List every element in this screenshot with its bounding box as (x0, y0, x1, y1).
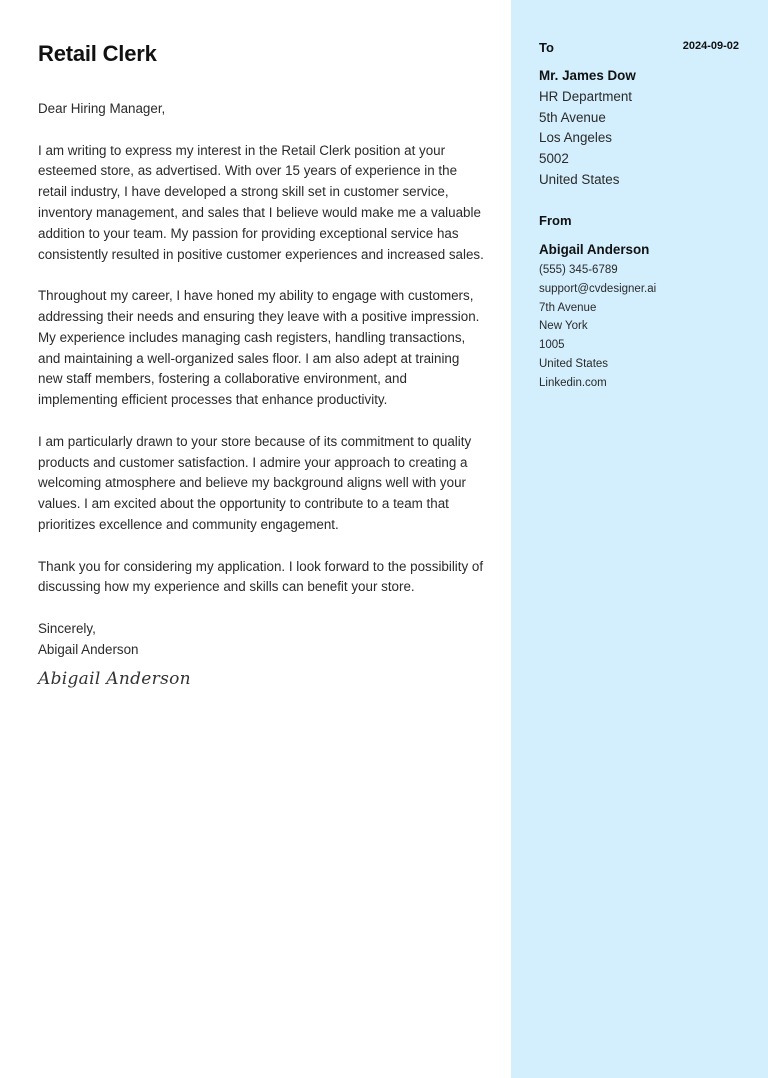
sender-phone: (555) 345-6789 (539, 264, 618, 276)
sender-country: United States (539, 357, 609, 370)
letter-body (38, 99, 484, 689)
sender-street: 7th Avenue (539, 301, 597, 314)
sender-contact-name: Abigail Anderson (539, 242, 650, 257)
sender-city: New York (539, 320, 588, 333)
to-heading: To (539, 40, 554, 55)
recipient-name: Mr. James Dow (539, 68, 636, 83)
closing: Sincerely, (38, 620, 96, 636)
recipient-city: Los Angeles (539, 130, 612, 146)
sender-email[interactable]: support@cvdesigner.ai (539, 282, 657, 295)
signature: Abigail Anderson (38, 668, 191, 689)
letter-date: 2024-09-02 (682, 40, 739, 52)
from-heading: From (539, 213, 572, 228)
recipient-street: 5th Avenue (539, 109, 606, 125)
recipient-block (539, 66, 636, 191)
salutation: Dear Hiring Manager, (38, 101, 166, 116)
recipient-department: HR Department (539, 88, 633, 104)
recipient-zip: 5002 (539, 151, 569, 167)
sender-block (539, 239, 656, 393)
letter-paragraph: I am writing to express my interest in the Retail Clerk position at your esteemed store, as advertised. With over 15 years of experience in the retail industry, I have developed a strong skill set in customer service, inventory management, and sales that I believe would make me a valuable addition to your team. My passion for providing exceptional service has consistently resulted in positive customer experiences and increased sales. (38, 142, 484, 262)
letter-paragraph: I am particularly drawn to your store because of its commitment to quality products and customer satisfaction. I admire your approach to creating a welcoming atmosphere and believe my background aligns well with your values. I am excited about the opportunity to contribute to a team that prioritizes excellence and community engagement. (38, 433, 472, 532)
recipient-country: United States (539, 171, 620, 187)
sender-name: Abigail Anderson (38, 641, 139, 657)
sender-zip: 1005 (539, 339, 565, 352)
page-title: Retail Clerk (38, 41, 157, 66)
sender-website[interactable]: Linkedin.com (539, 376, 607, 389)
letter-paragraph: Thank you for considering my application. I look forward to the possibility of discussing how my experience and skills can benefit your store. (38, 558, 484, 595)
letter-paragraph: Throughout my career, I have honed my ability to engage with customers, addressing their needs and ensuring they leave with a positive impression. My experience includes managing cash registers, handling transactions, and maintaining a well-organized sales floor. I am also adept at training new staff members, fostering a collaborative environment, and implementing efficient processes that enhance productivity. (38, 288, 480, 408)
